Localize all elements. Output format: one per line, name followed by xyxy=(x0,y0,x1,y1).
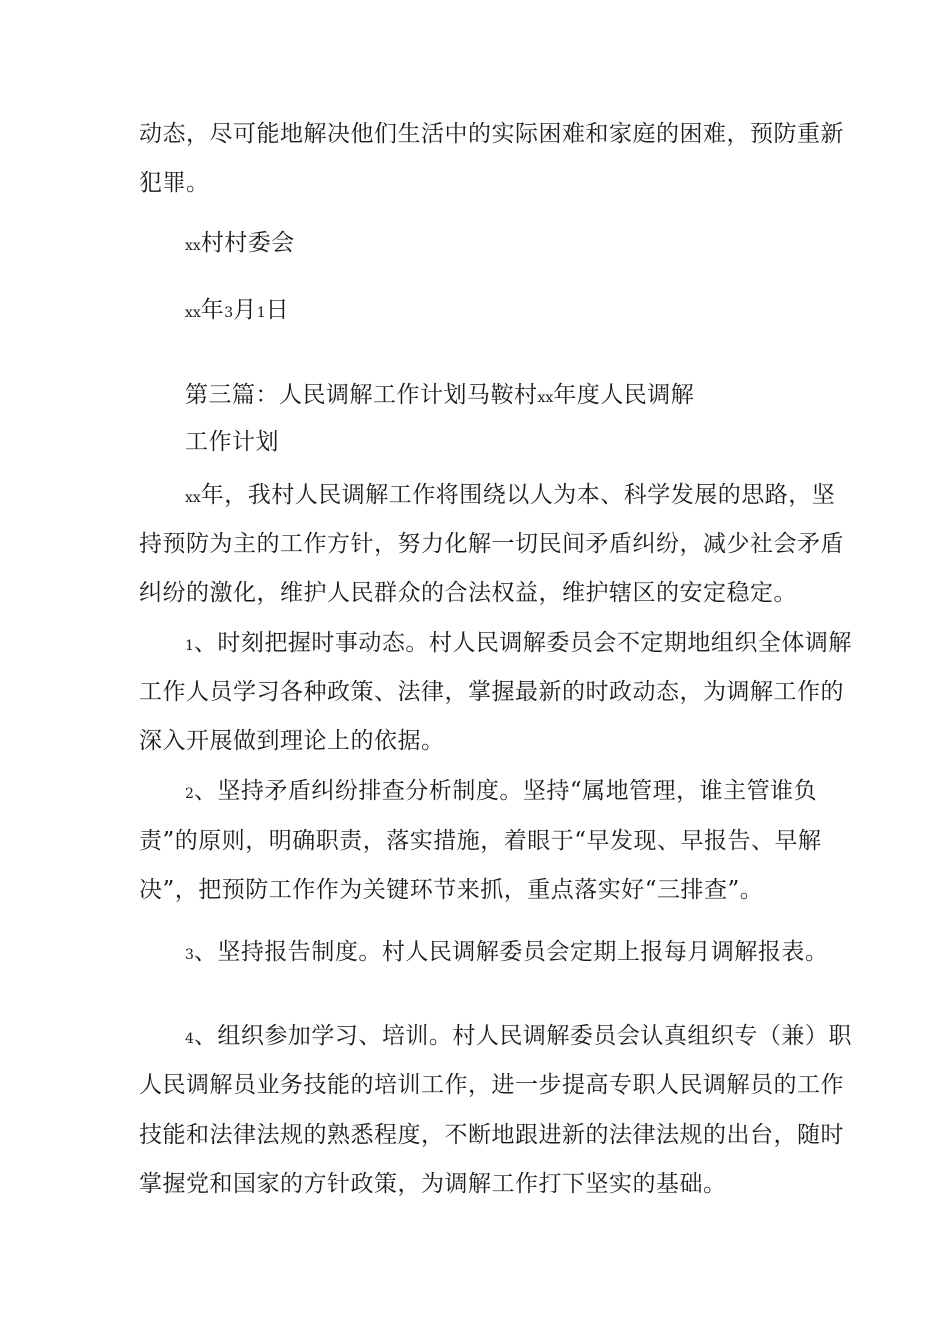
item-1-line-2: 工作人员学习各种政策、法律，掌握最新的时政动态，为调解工作的 xyxy=(139,679,844,705)
section-title-line-2: 工作计划 xyxy=(185,429,279,455)
date-year-char: 年 xyxy=(200,297,225,323)
item-1-line-3: 深入开展做到理论上的依据。 xyxy=(139,728,445,754)
date-month: 3 xyxy=(224,305,234,321)
date-day-char: 日 xyxy=(265,297,290,323)
item-4-line-1 xyxy=(185,1021,852,1054)
section-title-xx: xx xyxy=(537,390,554,406)
intro-line-2: 持预防为主的工作方针，努力化解一切民间矛盾纠纷，减少社会矛盾 xyxy=(139,531,844,557)
intro-xx: xx xyxy=(185,490,201,506)
item-1-text-1: 、时刻把握时事动态。村人民调解委员会不定期地组织全体调解 xyxy=(193,630,852,656)
item-1-line-1 xyxy=(185,628,852,661)
item-4-text-1: 、组织参加学习、培训。村人民调解委员会认真组织专（兼）职 xyxy=(193,1023,852,1049)
section-title-part1: 第三篇：人民调解工作计划马鞍村 xyxy=(185,382,538,408)
item-4-line-2: 人民调解员业务技能的培训工作，进一步提高专职人民调解员的工作 xyxy=(139,1072,844,1098)
item-2-text-1: 、坚持矛盾纠纷排查分析制度。坚持“属地管理，谁主管谁负 xyxy=(193,778,818,804)
item-4-line-3: 技能和法律法规的熟悉程度，不断地跟进新的法律法规的出台，随时 xyxy=(139,1122,844,1148)
continuation-line-2: 犯罪。 xyxy=(139,170,210,196)
item-2-number: 2 xyxy=(185,786,194,802)
org-prefix: xx xyxy=(185,238,201,254)
intro-line-1 xyxy=(185,480,835,513)
item-4-number: 4 xyxy=(185,1031,194,1047)
section-title-part2: 年度人民调解 xyxy=(553,382,695,408)
date-year: xx xyxy=(185,305,201,321)
continuation-line-1: 动态，尽可能地解决他们生活中的实际困难和家庭的困难，预防重新 xyxy=(139,121,844,147)
date-month-char: 月 xyxy=(233,297,257,323)
org-name: 村村委会 xyxy=(200,230,295,256)
signature-org xyxy=(185,228,295,261)
date-day: 1 xyxy=(256,305,266,321)
signature-date xyxy=(185,295,289,328)
item-3-number: 3 xyxy=(185,947,194,963)
item-2-line-3: 决”，把预防工作作为关键环节来抓，重点落实好“三排查”。 xyxy=(139,877,764,903)
intro-text-1: 年，我村人民调解工作将围绕以人为本、科学发展的思路，坚 xyxy=(200,482,836,508)
item-2-line-1 xyxy=(185,776,817,809)
intro-line-3: 纠纷的激化，维护人民群众的合法权益，维护辖区的安定稳定。 xyxy=(139,580,797,606)
section-title xyxy=(185,380,694,413)
item-3-line-1 xyxy=(185,937,828,970)
item-4-line-4: 掌握党和国家的方针政策，为调解工作打下坚实的基础。 xyxy=(139,1171,727,1197)
item-3-text-1: 、坚持报告制度。村人民调解委员会定期上报每月调解报表。 xyxy=(193,939,829,965)
item-2-line-2: 责”的原则，明确职责，落实措施，着眼于“早发现、早报告、早解 xyxy=(139,828,822,854)
item-1-number: 1 xyxy=(185,638,194,654)
